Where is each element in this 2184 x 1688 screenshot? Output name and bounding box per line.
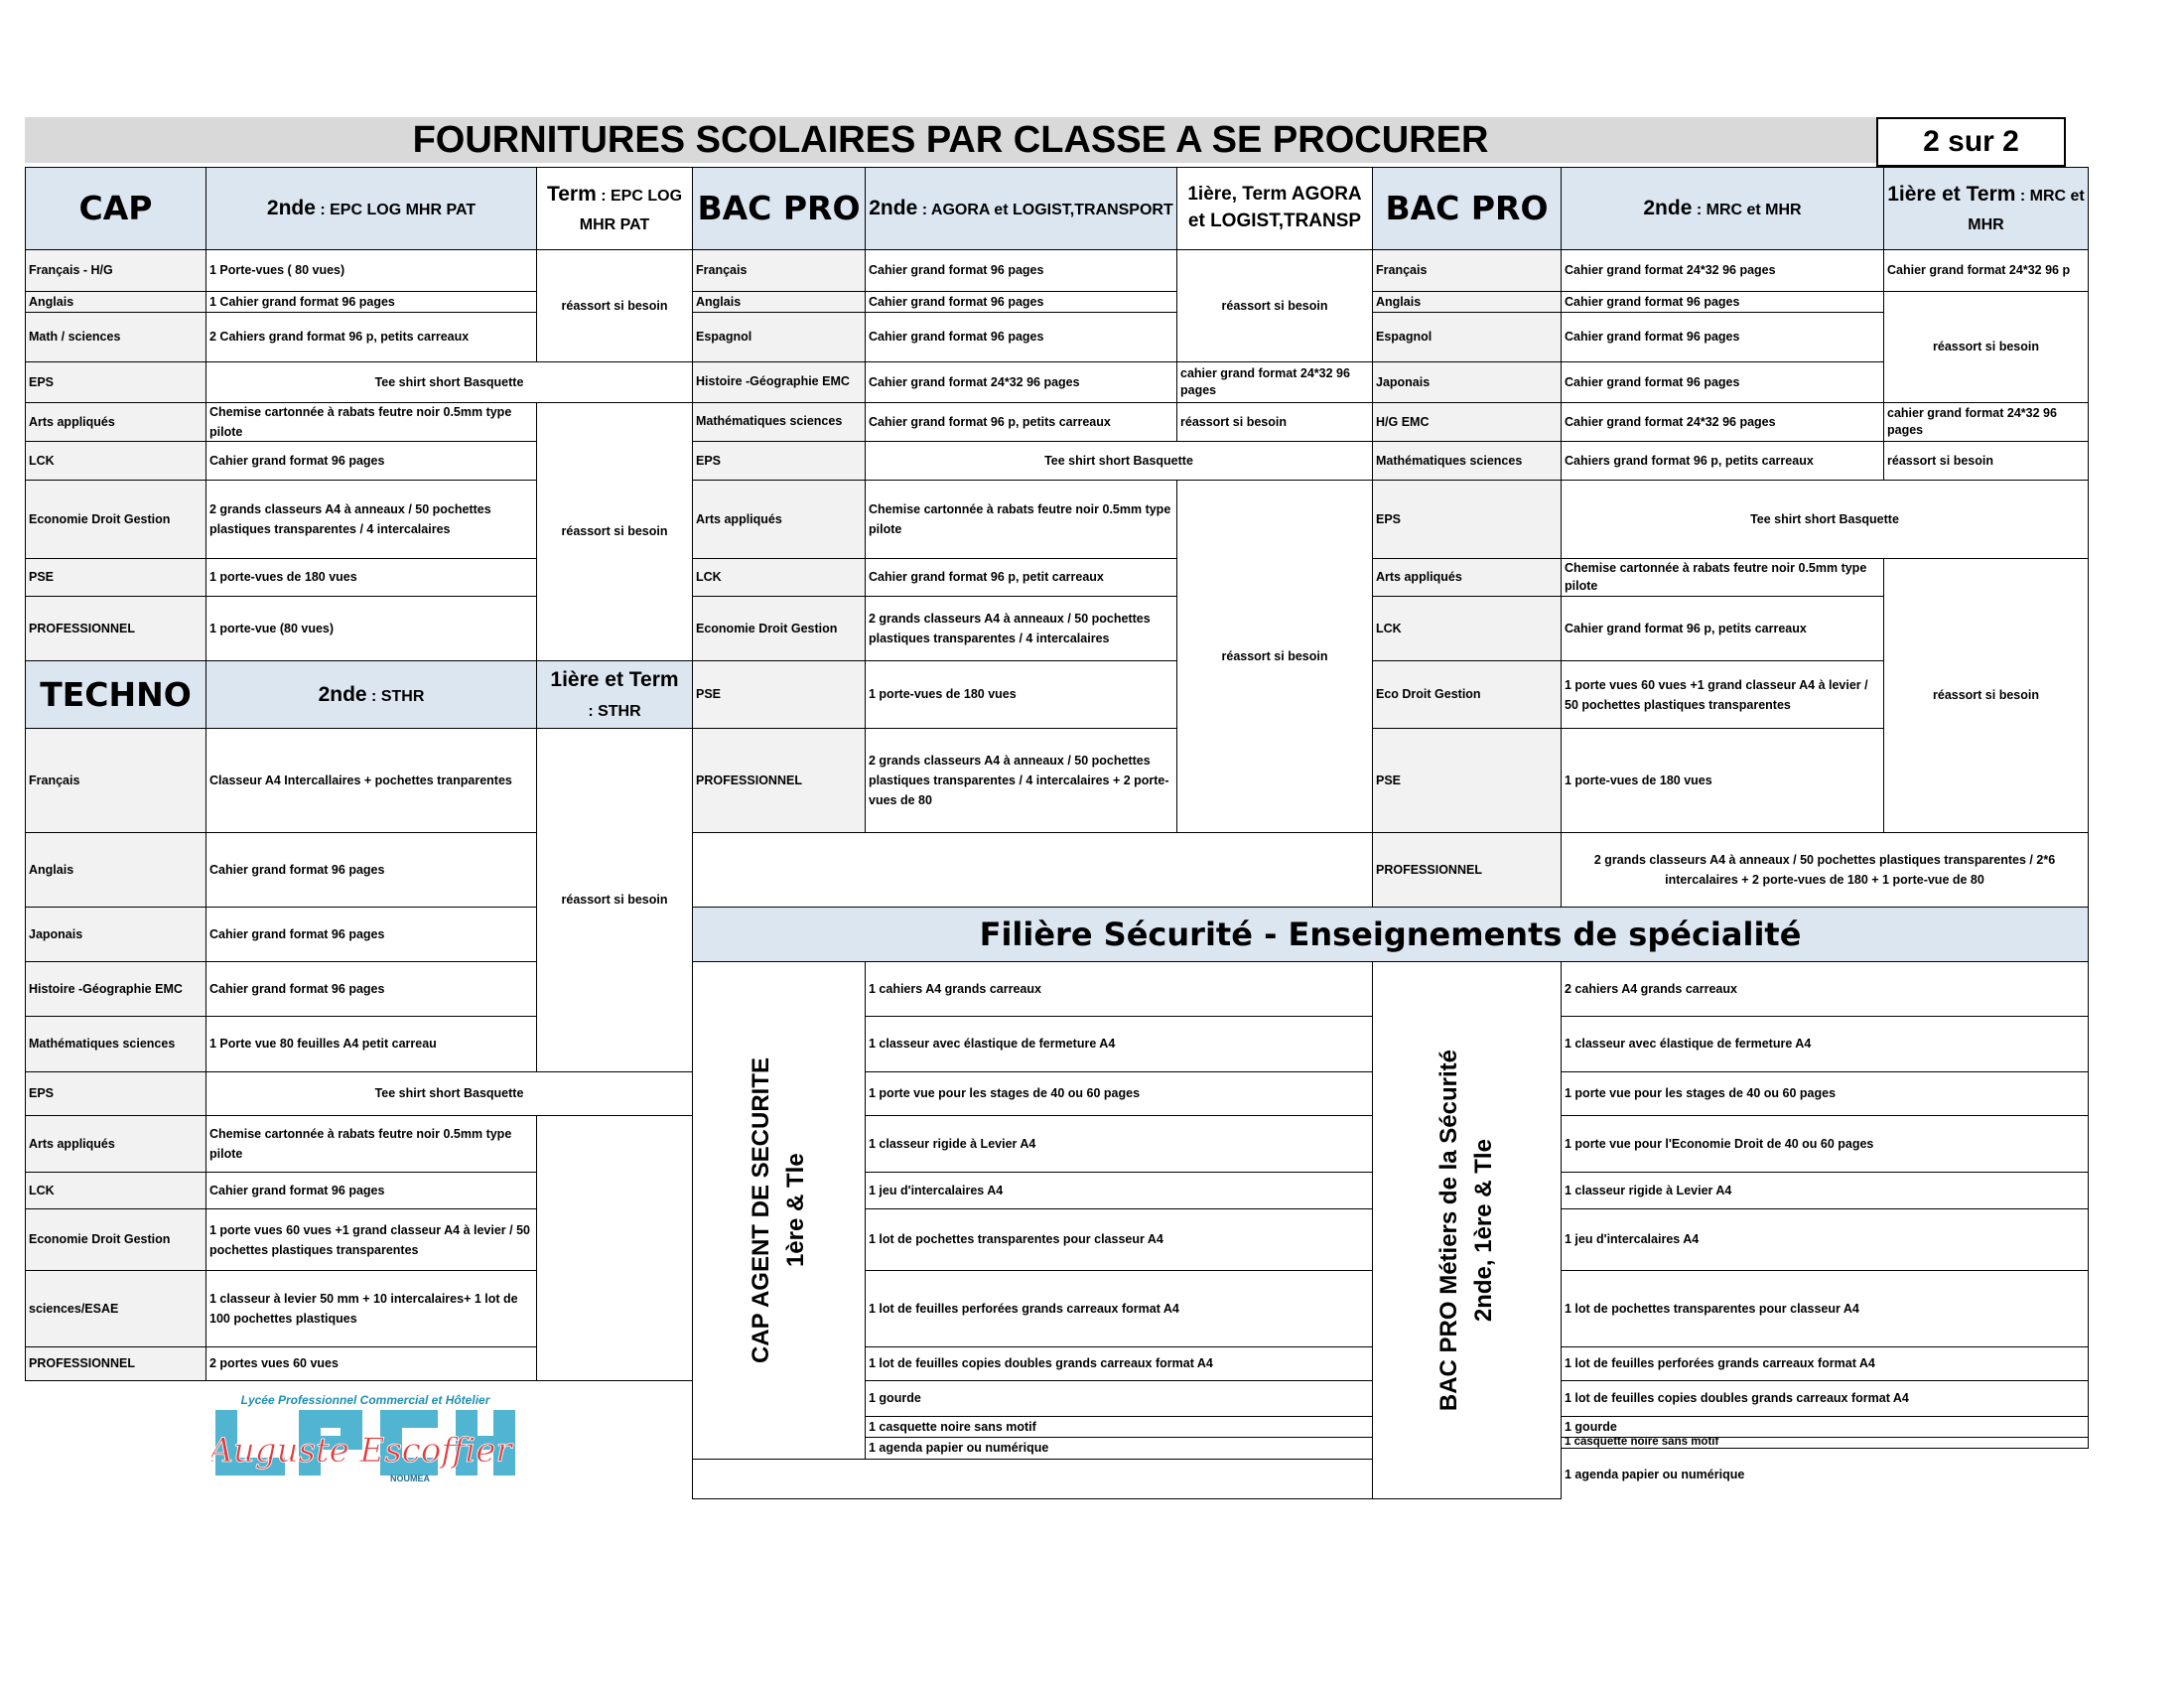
techno-item-arts: Chemise cartonnée à rabats feutre noir 0.5mm type pilote bbox=[205, 1115, 537, 1173]
bacpro1-subject-eps: EPS bbox=[692, 441, 866, 481]
cap-col-term-sub: : EPC LOG MHR PAT bbox=[579, 187, 683, 233]
securite-bac-item: 2 cahiers A4 grands carreaux bbox=[1561, 961, 2089, 1017]
techno-item-sciences: 1 classeur à levier 50 mm + 10 intercalaires+ 1 lot de 100 pochettes plastiques bbox=[205, 1270, 537, 1347]
bacpro1-item-math: Cahier grand format 96 p, petits carreaux bbox=[865, 402, 1177, 442]
bacpro2-item-arts: Chemise cartonnée à rabats feutre noir 0.5mm type pilote bbox=[1561, 558, 1884, 597]
securite-cap-item: 1 casquette noire sans motif bbox=[865, 1416, 1373, 1438]
bacpro2-subject-arts: Arts appliqués bbox=[1372, 558, 1562, 597]
bacpro2-item-hg: Cahier grand format 24*32 96 pages bbox=[1561, 402, 1884, 442]
cap-item-pse: 1 porte-vues de 180 vues bbox=[205, 558, 537, 597]
securite-cap-label bbox=[692, 961, 866, 1460]
bacpro1-subject-anglais: Anglais bbox=[692, 291, 866, 313]
bacpro1-subject-hg: Histoire -Géographie EMC bbox=[692, 361, 866, 403]
bacpro1-1ere-math: réassort si besoin bbox=[1176, 402, 1373, 442]
securite-cap-item: 1 lot de pochettes transparentes pour classeur A4 bbox=[865, 1208, 1373, 1271]
bacpro2-subject-anglais: Anglais bbox=[1372, 291, 1562, 313]
bacpro2-item-math: Cahiers grand format 96 p, petits carreaux bbox=[1561, 441, 1884, 481]
bacpro2-1ere-reassort-1: réassort si besoin bbox=[1883, 291, 2089, 403]
bacpro1-col-2nde-sub: : AGORA et LOGIST,TRANSPORT bbox=[917, 202, 1173, 219]
cap-col-term-main: Term bbox=[546, 182, 597, 206]
bacpro1-item-anglais: Cahier grand format 96 pages bbox=[865, 291, 1177, 313]
bacpro1-1ere-reassort-1: réassort si besoin bbox=[1176, 249, 1373, 362]
bacpro2-subject-francais: Français bbox=[1372, 249, 1562, 292]
bacpro2-item-lck: Cahier grand format 96 p, petits carreaux bbox=[1561, 596, 1884, 661]
bacpro2-subject-lck: LCK bbox=[1372, 596, 1562, 661]
securite-bac-item: 1 lot de pochettes transparentes pour classeur A4 bbox=[1561, 1270, 2089, 1347]
techno-item-math: 1 Porte vue 80 feuilles A4 petit carreau bbox=[205, 1016, 537, 1072]
techno-header: TECHNO bbox=[25, 660, 206, 729]
cap-subject-francais: Français - H/G bbox=[25, 249, 206, 292]
bacpro2-subject-pse: PSE bbox=[1372, 728, 1562, 833]
bacpro1-subject-math: Mathématiques sciences bbox=[692, 402, 866, 442]
logo-script: Auguste Escoffier bbox=[211, 1431, 512, 1471]
techno-item-anglais: Cahier grand format 96 pages bbox=[205, 832, 537, 908]
techno-subject-lck: LCK bbox=[25, 1172, 206, 1209]
securite-header: Filière Sécurité - Enseignements de spécialité bbox=[692, 907, 2089, 962]
bacpro2-item-eps: Tee shirt short Basquette bbox=[1561, 480, 2089, 559]
cap-header: CAP bbox=[25, 167, 206, 250]
cap-subject-pse: PSE bbox=[25, 558, 206, 597]
bacpro2-subject-math: Mathématiques sciences bbox=[1372, 441, 1562, 481]
bacpro2-item-espagnol: Cahier grand format 96 pages bbox=[1561, 312, 1884, 362]
bacpro2-item-japonais: Cahier grand format 96 pages bbox=[1561, 361, 1884, 403]
bacpro2-item-anglais: Cahier grand format 96 pages bbox=[1561, 291, 1884, 313]
bacpro1-item-pse: 1 porte-vues de 180 vues bbox=[865, 660, 1177, 729]
techno-item-lck: Cahier grand format 96 pages bbox=[205, 1172, 537, 1209]
securite-bac-item: 1 classeur avec élastique de fermeture A4 bbox=[1561, 1016, 2089, 1072]
cap-item-francais: 1 Porte-vues ( 80 vues) bbox=[205, 249, 537, 292]
securite-cap-label-2: 1ère & Tle bbox=[781, 1153, 809, 1268]
bacpro1-item-espagnol: Cahier grand format 96 pages bbox=[865, 312, 1177, 362]
page-title: FOURNITURES SCOLAIRES PAR CLASSE A SE PROCURER bbox=[25, 117, 1876, 163]
securite-bac-item: 1 classeur rigide à Levier A4 bbox=[1561, 1172, 2089, 1209]
bacpro2-item-eco: 1 porte vues 60 vues +1 grand classeur A4 à levier / 50 pochettes plastiques transparentes bbox=[1561, 660, 1884, 729]
securite-cap-item: 1 lot de feuilles perforées grands carreaux format A4 bbox=[865, 1270, 1373, 1347]
securite-cap-item: 1 agenda papier ou numérique bbox=[865, 1437, 1373, 1460]
securite-cap-item: 1 classeur avec élastique de fermeture A4 bbox=[865, 1016, 1373, 1072]
techno-col-2nde-main: 2nde bbox=[318, 682, 367, 706]
techno-item-hg: Cahier grand format 96 pages bbox=[205, 961, 537, 1017]
bacpro2-item-pro: 2 grands classeurs A4 à anneaux / 50 pochettes plastiques transparentes / 2*6 intercalaires + 2 porte-vues de 180 + 1 porte-vue de 80 bbox=[1561, 832, 2089, 908]
techno-item-francais: Classeur A4 Intercallaires + pochettes tranparentes bbox=[205, 728, 537, 833]
securite-cap-item: 1 classeur rigide à Levier A4 bbox=[865, 1115, 1373, 1173]
securite-bac-item: 1 lot de feuilles copies doubles grands carreaux format A4 bbox=[1561, 1380, 2089, 1417]
bacpro2-subject-hg: H/G EMC bbox=[1372, 402, 1562, 442]
securite-cap-item: 1 porte vue pour les stages de 40 ou 60 pages bbox=[865, 1071, 1373, 1116]
techno-subject-japonais: Japonais bbox=[25, 907, 206, 962]
securite-bac-item: 1 gourde bbox=[1561, 1416, 2089, 1438]
cap-item-anglais: 1 Cahier grand format 96 pages bbox=[205, 291, 537, 313]
techno-item-eco: 1 porte vues 60 vues +1 grand classeur A4 à levier / 50 pochettes plastiques transparentes bbox=[205, 1208, 537, 1271]
securite-cap-item: 1 gourde bbox=[865, 1380, 1373, 1417]
securite-cap-item: 1 jeu d'intercalaires A4 bbox=[865, 1172, 1373, 1209]
techno-subject-eps: EPS bbox=[25, 1071, 206, 1116]
bacpro1-subject-pse: PSE bbox=[692, 660, 866, 729]
securite-cap-item: 1 cahiers A4 grands carreaux bbox=[865, 961, 1373, 1017]
page-indicator: 2 sur 2 bbox=[1876, 117, 2066, 167]
securite-bac-item: 1 casquette noire sans motif bbox=[1561, 1437, 2089, 1449]
techno-col-1ere-sub: : STHR bbox=[588, 702, 641, 720]
bacpro2-1ere-francais: Cahier grand format 24*32 96 p bbox=[1883, 249, 2089, 292]
securite-bac-item: 1 porte vue pour l'Economie Droit de 40 ou 60 pages bbox=[1561, 1115, 2089, 1173]
bacpro1-item-francais: Cahier grand format 96 pages bbox=[865, 249, 1177, 292]
bacpro1-item-eco: 2 grands classeurs A4 à anneaux / 50 pochettes plastiques transparentes / 4 intercalaires bbox=[865, 596, 1177, 661]
school-logo bbox=[211, 1392, 519, 1483]
cap-term-reassort-2: réassort si besoin bbox=[536, 402, 693, 661]
bacpro2-col-1ere bbox=[1883, 167, 2089, 250]
bacpro2-col-2nde bbox=[1561, 167, 1884, 250]
techno-1ere-blank bbox=[536, 1115, 693, 1381]
bacpro1-col-2nde-main: 2nde bbox=[869, 197, 918, 220]
bacpro1-item-lck: Cahier grand format 96 p, petit carreaux bbox=[865, 558, 1177, 597]
bacpro2-1ere-hg: cahier grand format 24*32 96 pages bbox=[1883, 402, 2089, 442]
bacpro2-item-pse: 1 porte-vues de 180 vues bbox=[1561, 728, 1884, 833]
bacpro2-subject-pro: PROFESSIONNEL bbox=[1372, 832, 1562, 908]
logo-city: NOUMEA bbox=[390, 1474, 430, 1483]
bacpro2-col-2nde-main: 2nde bbox=[1643, 197, 1693, 220]
logo-line1: Lycée Professionnel Commercial et Hôtelier bbox=[240, 1393, 490, 1407]
cap-item-eco: 2 grands classeurs A4 à anneaux / 50 pochettes plastiques transparentes / 4 intercalaires bbox=[205, 480, 537, 559]
bacpro2-item-francais: Cahier grand format 24*32 96 pages bbox=[1561, 249, 1884, 292]
cap-item-eps: Tee shirt short Basquette bbox=[205, 361, 693, 403]
cap-col-2nde-main: 2nde bbox=[266, 197, 316, 220]
cap-item-lck: Cahier grand format 96 pages bbox=[205, 441, 537, 481]
securite-cap-label-1: CAP AGENT DE SECURITE bbox=[747, 1056, 774, 1364]
cap-subject-pro: PROFESSIONNEL bbox=[25, 596, 206, 661]
bacpro1-blank bbox=[692, 832, 1373, 908]
cap-subject-anglais: Anglais bbox=[25, 291, 206, 313]
techno-item-japonais: Cahier grand format 96 pages bbox=[205, 907, 537, 962]
techno-subject-anglais: Anglais bbox=[25, 832, 206, 908]
cap-col-2nde bbox=[205, 167, 537, 250]
bacpro1-subject-arts: Arts appliqués bbox=[692, 480, 866, 559]
techno-subject-math: Mathématiques sciences bbox=[25, 1016, 206, 1072]
techno-col-2nde-sub: : STHR bbox=[366, 687, 425, 705]
techno-subject-sciences: sciences/ESAE bbox=[25, 1270, 206, 1347]
cap-item-math: 2 Cahiers grand format 96 p, petits carreaux bbox=[205, 312, 537, 362]
cap-subject-arts: Arts appliqués bbox=[25, 402, 206, 442]
bacpro2-1ere-reassort-2: réassort si besoin bbox=[1883, 558, 2089, 833]
bacpro2-subject-japonais: Japonais bbox=[1372, 361, 1562, 403]
techno-col-1ere-main: 1ière et Term bbox=[550, 668, 679, 692]
securite-bac-item: 1 lot de feuilles perforées grands carreaux format A4 bbox=[1561, 1346, 2089, 1381]
bacpro1-subject-eco: Economie Droit Gestion bbox=[692, 596, 866, 661]
bacpro1-1ere-reassort-2: réassort si besoin bbox=[1176, 480, 1373, 833]
cap-item-pro: 1 porte-vue (80 vues) bbox=[205, 596, 537, 661]
bacpro2-col-1ere-sub: : MRC et MHR bbox=[1968, 187, 2085, 233]
cap-subject-eps: EPS bbox=[25, 361, 206, 403]
bacpro2-col-1ere-main: 1ière et Term bbox=[1887, 182, 2016, 206]
bacpro2-col-2nde-sub: : MRC et MHR bbox=[1692, 202, 1802, 219]
bacpro2-subject-eco: Eco Droit Gestion bbox=[1372, 660, 1562, 729]
bacpro1-subject-francais: Français bbox=[692, 249, 866, 292]
cap-subject-eco: Economie Droit Gestion bbox=[25, 480, 206, 559]
securite-bac-item: 1 jeu d'intercalaires A4 bbox=[1561, 1208, 2089, 1271]
bacpro2-subject-eps: EPS bbox=[1372, 480, 1562, 559]
cap-item-arts: Chemise cartonnée à rabats feutre noir 0.5mm type pilote bbox=[205, 402, 537, 442]
techno-1ere-reassort-1: réassort si besoin bbox=[536, 728, 693, 1072]
techno-subject-arts: Arts appliqués bbox=[25, 1115, 206, 1173]
cap-col-term bbox=[536, 167, 693, 250]
bacpro1-subject-lck: LCK bbox=[692, 558, 866, 597]
bacpro1-col-2nde bbox=[865, 167, 1177, 250]
bacpro1-subject-espagnol: Espagnol bbox=[692, 312, 866, 362]
school-logo-graphic bbox=[211, 1392, 519, 1483]
techno-subject-francais: Français bbox=[25, 728, 206, 833]
bacpro1-subject-pro: PROFESSIONNEL bbox=[692, 728, 866, 833]
cap-col-2nde-sub: : EPC LOG MHR PAT bbox=[315, 202, 477, 219]
bacpro2-subject-espagnol: Espagnol bbox=[1372, 312, 1562, 362]
techno-item-pro: 2 portes vues 60 vues bbox=[205, 1346, 537, 1381]
securite-bac-label bbox=[1372, 961, 1562, 1499]
bacpro1-item-hg: Cahier grand format 24*32 96 pages bbox=[865, 361, 1177, 403]
bacpro1-header: BAC PRO bbox=[692, 167, 866, 250]
techno-subject-hg: Histoire -Géographie EMC bbox=[25, 961, 206, 1017]
bacpro2-1ere-math: réassort si besoin bbox=[1883, 441, 2089, 481]
cap-term-reassort-1: réassort si besoin bbox=[536, 249, 693, 362]
techno-item-eps: Tee shirt short Basquette bbox=[205, 1071, 693, 1116]
techno-subject-pro: PROFESSIONNEL bbox=[25, 1346, 206, 1381]
securite-cap-item: 1 lot de feuilles copies doubles grands carreaux format A4 bbox=[865, 1346, 1373, 1381]
bacpro1-1ere-hg: cahier grand format 24*32 96 pages bbox=[1176, 361, 1373, 403]
techno-subject-eco: Economie Droit Gestion bbox=[25, 1208, 206, 1271]
securite-bac-item: 1 agenda papier ou numérique bbox=[1562, 1464, 2088, 1485]
bacpro1-item-eps: Tee shirt short Basquette bbox=[865, 441, 1373, 481]
cap-subject-lck: LCK bbox=[25, 441, 206, 481]
techno-col-1ere bbox=[536, 660, 693, 729]
securite-bac-label-2: 2nde, 1ère & Tle bbox=[1469, 1138, 1497, 1323]
securite-bac-label-1: BAC PRO Métiers de la Sécurité bbox=[1434, 1049, 1462, 1412]
bacpro1-col-1ere: 1ière, Term AGORA et LOGIST,TRANSP bbox=[1176, 167, 1373, 250]
bacpro2-header: BAC PRO bbox=[1372, 167, 1562, 250]
cap-subject-math: Math / sciences bbox=[25, 312, 206, 362]
techno-col-2nde bbox=[205, 660, 537, 729]
securite-cap-blank bbox=[692, 1459, 1373, 1499]
securite-bac-item: 1 porte vue pour les stages de 40 ou 60 pages bbox=[1561, 1071, 2089, 1116]
bacpro1-item-arts: Chemise cartonnée à rabats feutre noir 0.5mm type pilote bbox=[865, 480, 1177, 559]
bacpro1-item-pro: 2 grands classeurs A4 à anneaux / 50 pochettes plastiques transparentes / 4 intercalaires + 2 porte-vues de 80 bbox=[865, 728, 1177, 833]
